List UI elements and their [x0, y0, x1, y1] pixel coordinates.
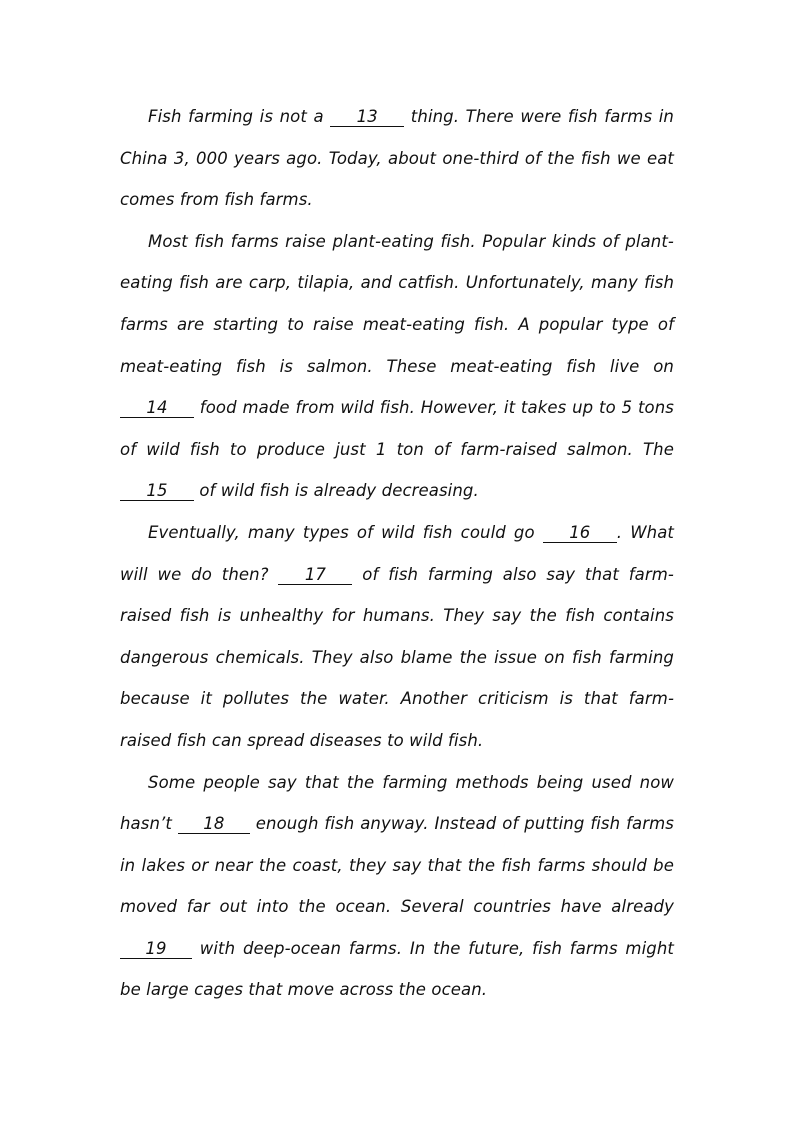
text-segment: . What will we do then? — [120, 522, 674, 584]
blank-16: 16 — [543, 524, 617, 543]
text-segment: enough fish anyway. Instead of putting fish farms in lakes or near the coast, they say that the fish farms should be moved far out into the ocean. Several countries have already — [120, 814, 674, 917]
text-segment: of fish farming also say that farm-raised fish is unhealthy for humans. They say the fish contains dangerous chemicals. They also blame the issue on fish farming because it pollutes the water. Another criticism is that farm-raised fish can spread diseases to wild fish. — [120, 564, 674, 750]
blank-14: 14 — [120, 399, 194, 418]
text-segment: thing. There were fish farms in China 3, 000 years ago. Today, about one-third of the fish we eat comes from fish farms. — [120, 107, 674, 210]
paragraph-2 — [120, 221, 674, 512]
text-segment: Eventually, many types of wild fish could go — [148, 522, 543, 542]
text-segment: Some people say that the farming methods being used now hasn’t — [120, 772, 674, 834]
paragraph-3 — [120, 512, 674, 762]
document-page — [120, 96, 674, 1011]
blank-18: 18 — [178, 815, 250, 834]
text-segment: of wild fish is already decreasing. — [194, 481, 479, 501]
text-segment: Most fish farms raise plant-eating fish. Popular kinds of plant-eating fish are carp, tilapia, and catfish. Unfortunately, many fish farms are starting to raise meat-eating fish. A popular type of meat-eating fish is salmon. These meat-eating fish live on — [120, 231, 674, 376]
blank-19: 19 — [120, 940, 192, 959]
text-segment: food made from wild fish. However, it takes up to 5 tons of wild fish to produce just 1 ton of farm-raised salmon. The — [120, 398, 674, 459]
paragraph-1 — [120, 96, 674, 221]
text-segment: with deep-ocean farms. In the future, fish farms might be large cages that move across the ocean. — [120, 938, 674, 1000]
paragraph-4 — [120, 762, 674, 1012]
blank-17: 17 — [278, 566, 352, 585]
text-segment: Fish farming is not a — [148, 107, 331, 126]
blank-15: 15 — [120, 482, 194, 501]
blank-13: 13 — [330, 108, 404, 127]
